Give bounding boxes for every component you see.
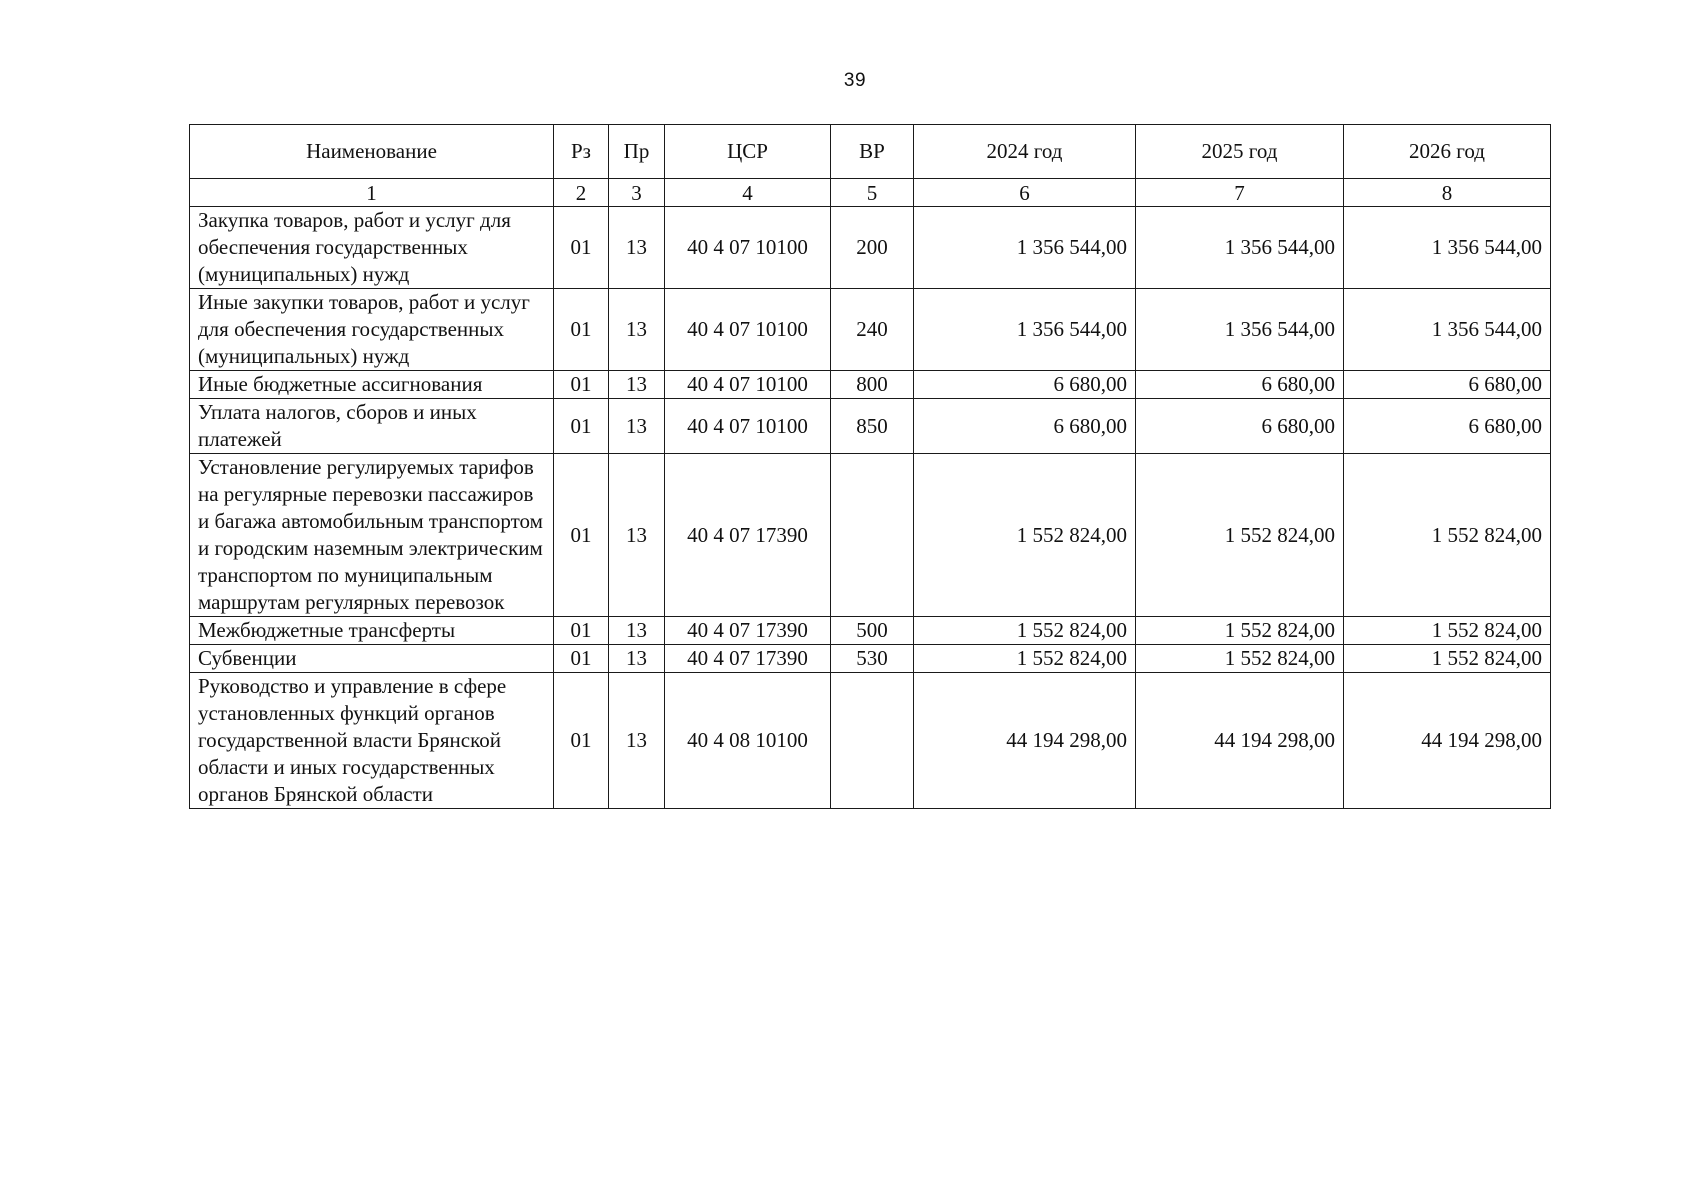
row-amount-2026: 6 680,00 (1344, 399, 1551, 454)
column-number: 4 (665, 179, 831, 207)
row-amount-2026: 1 356 544,00 (1344, 289, 1551, 371)
row-amount-2024: 6 680,00 (914, 399, 1136, 454)
row-amount-2025: 1 356 544,00 (1136, 207, 1344, 289)
row-name: Закупка товаров, работ и услуг для обеспечения государственных (муниципальных) нужд (190, 207, 554, 289)
header-pr: Пр (609, 125, 665, 179)
row-amount-2024: 1 552 824,00 (914, 645, 1136, 673)
row-amount-2026: 1 552 824,00 (1344, 617, 1551, 645)
row-vr: 850 (831, 399, 914, 454)
row-rz: 01 (554, 371, 609, 399)
table-row (190, 645, 1551, 673)
column-number: 7 (1136, 179, 1344, 207)
row-name: Установление регулируемых тарифов на регулярные перевозки пассажиров и багажа автомобильным транспортом и городским наземным электрическим транспортом по муниципальным маршрутам регулярных перевозок (190, 454, 554, 617)
column-number: 3 (609, 179, 665, 207)
row-amount-2025: 6 680,00 (1136, 371, 1344, 399)
row-csr: 40 4 07 10100 (665, 289, 831, 371)
row-amount-2026: 1 552 824,00 (1344, 645, 1551, 673)
row-csr: 40 4 07 10100 (665, 207, 831, 289)
row-amount-2024: 1 356 544,00 (914, 289, 1136, 371)
row-vr (831, 454, 914, 617)
row-pr: 13 (609, 371, 665, 399)
column-number: 6 (914, 179, 1136, 207)
row-rz: 01 (554, 617, 609, 645)
row-amount-2024: 1 552 824,00 (914, 454, 1136, 617)
column-number: 8 (1344, 179, 1551, 207)
row-rz: 01 (554, 289, 609, 371)
row-amount-2024: 1 356 544,00 (914, 207, 1136, 289)
header-vr: ВР (831, 125, 914, 179)
row-name: Руководство и управление в сфере установленных функций органов государственной власти Брянской области и иных государственных органов Брянской области (190, 673, 554, 809)
row-amount-2024: 6 680,00 (914, 371, 1136, 399)
table-row (190, 454, 1551, 617)
header-2026: 2026 год (1344, 125, 1551, 179)
row-amount-2026: 6 680,00 (1344, 371, 1551, 399)
column-number: 2 (554, 179, 609, 207)
row-amount-2026: 44 194 298,00 (1344, 673, 1551, 809)
row-name: Иные бюджетные ассигнования (190, 371, 554, 399)
row-amount-2025: 1 552 824,00 (1136, 645, 1344, 673)
table-row (190, 289, 1551, 371)
header-name: Наименование (190, 125, 554, 179)
row-amount-2024: 1 552 824,00 (914, 617, 1136, 645)
row-csr: 40 4 07 17390 (665, 617, 831, 645)
budget-table (189, 124, 1551, 809)
row-csr: 40 4 07 10100 (665, 371, 831, 399)
row-vr: 800 (831, 371, 914, 399)
row-pr: 13 (609, 617, 665, 645)
row-csr: 40 4 07 10100 (665, 399, 831, 454)
column-number: 5 (831, 179, 914, 207)
table-row (190, 399, 1551, 454)
header-2025: 2025 год (1136, 125, 1344, 179)
row-name: Уплата налогов, сборов и иных платежей (190, 399, 554, 454)
header-row (190, 125, 1551, 179)
row-amount-2025: 6 680,00 (1136, 399, 1344, 454)
header-rz: Рз (554, 125, 609, 179)
row-pr: 13 (609, 645, 665, 673)
row-csr: 40 4 07 17390 (665, 645, 831, 673)
row-vr: 240 (831, 289, 914, 371)
row-rz: 01 (554, 645, 609, 673)
row-amount-2024: 44 194 298,00 (914, 673, 1136, 809)
row-rz: 01 (554, 399, 609, 454)
table-row (190, 673, 1551, 809)
header-csr: ЦСР (665, 125, 831, 179)
row-vr: 530 (831, 645, 914, 673)
row-pr: 13 (609, 454, 665, 617)
column-number-row (190, 179, 1551, 207)
row-name: Иные закупки товаров, работ и услуг для обеспечения государственных (муниципальных) нужд (190, 289, 554, 371)
row-amount-2025: 1 552 824,00 (1136, 617, 1344, 645)
row-amount-2025: 1 552 824,00 (1136, 454, 1344, 617)
row-amount-2026: 1 356 544,00 (1344, 207, 1551, 289)
table-row (190, 207, 1551, 289)
row-rz: 01 (554, 207, 609, 289)
row-pr: 13 (609, 207, 665, 289)
row-csr: 40 4 08 10100 (665, 673, 831, 809)
row-vr (831, 673, 914, 809)
row-pr: 13 (609, 289, 665, 371)
row-rz: 01 (554, 454, 609, 617)
table-row (190, 371, 1551, 399)
row-vr: 200 (831, 207, 914, 289)
header-2024: 2024 год (914, 125, 1136, 179)
row-vr: 500 (831, 617, 914, 645)
column-number: 1 (190, 179, 554, 207)
row-name: Межбюджетные трансферты (190, 617, 554, 645)
page-number: 39 (843, 70, 867, 91)
row-pr: 13 (609, 399, 665, 454)
row-amount-2025: 44 194 298,00 (1136, 673, 1344, 809)
table-row (190, 617, 1551, 645)
row-rz: 01 (554, 673, 609, 809)
row-amount-2025: 1 356 544,00 (1136, 289, 1344, 371)
row-pr: 13 (609, 673, 665, 809)
row-name: Субвенции (190, 645, 554, 673)
row-amount-2026: 1 552 824,00 (1344, 454, 1551, 617)
row-csr: 40 4 07 17390 (665, 454, 831, 617)
